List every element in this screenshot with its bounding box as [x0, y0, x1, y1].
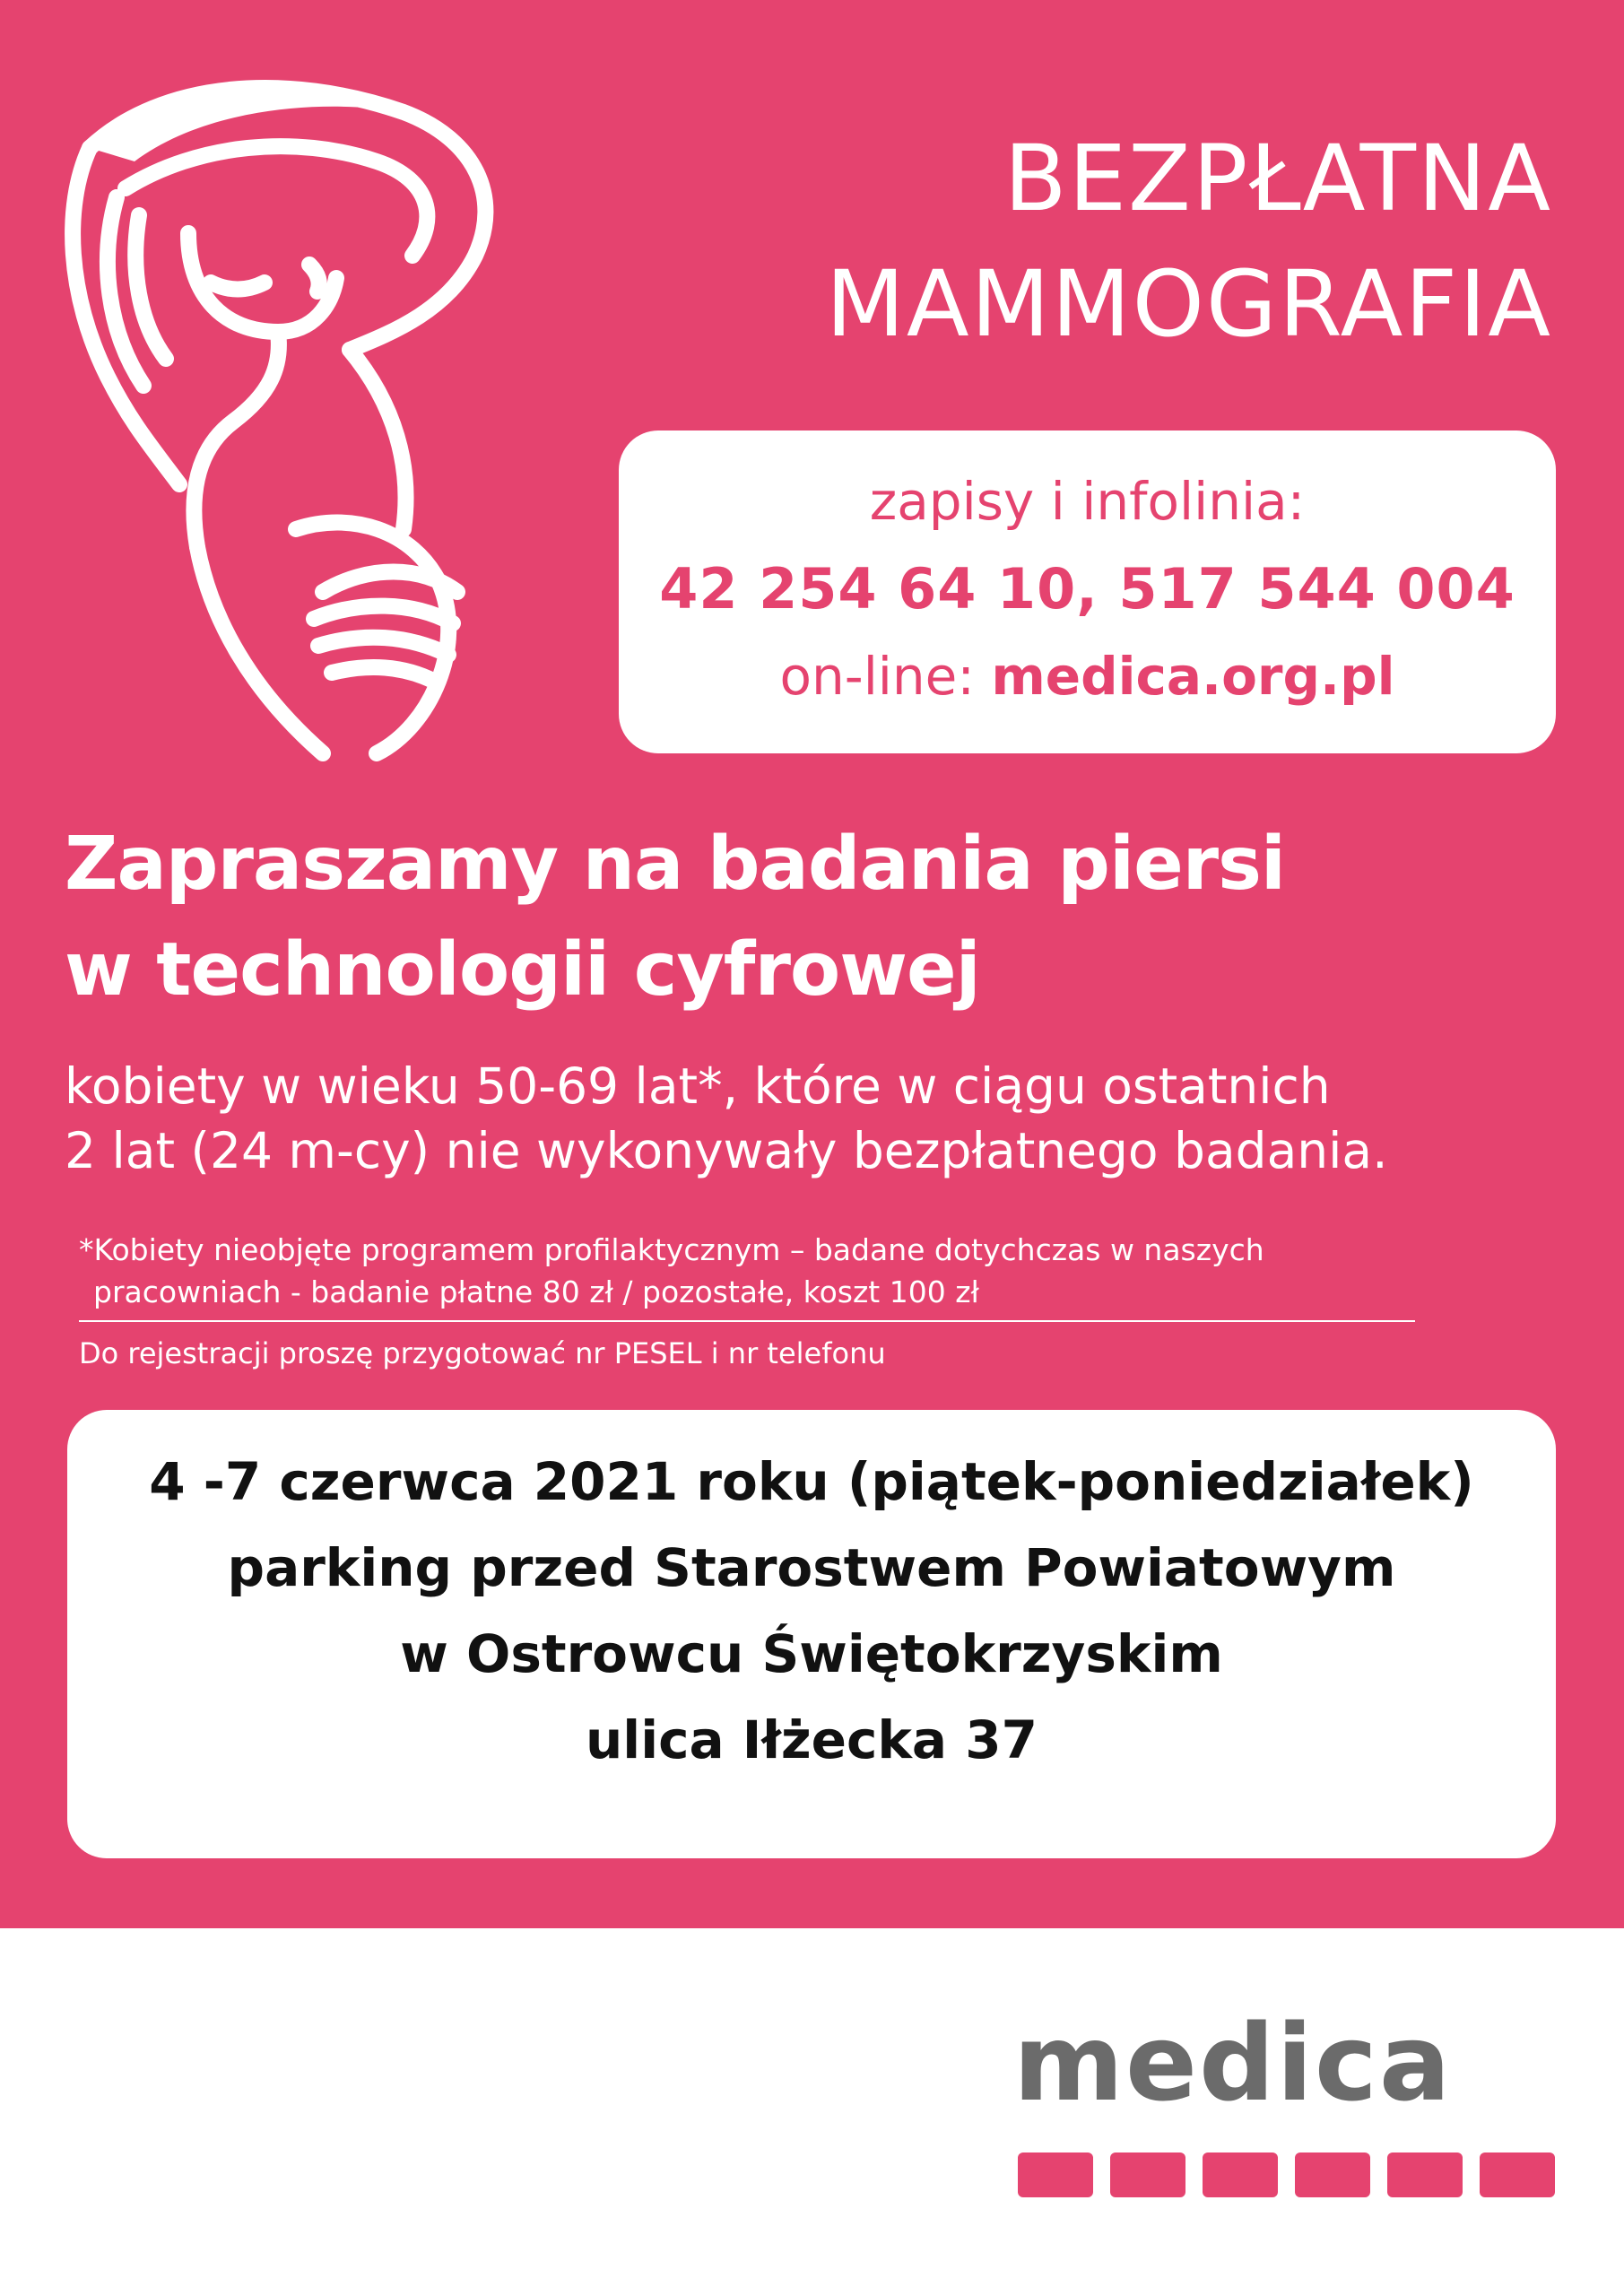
- event-city: w Ostrowcu Świętokrzyskim: [400, 1623, 1223, 1684]
- eligibility-text: [65, 1054, 1571, 1183]
- lead-line-2: w technologii cyfrowej: [65, 927, 980, 1013]
- online-prefix: on-line:: [779, 646, 992, 707]
- logo-bar: [1110, 2152, 1185, 2197]
- headline-line-2: MAMMOGRAFIA: [825, 251, 1552, 358]
- logo-bar: [1387, 2152, 1463, 2197]
- online-url-link[interactable]: medica.org.pl: [991, 646, 1395, 707]
- contact-box: [619, 430, 1556, 753]
- logo-bar: [1480, 2152, 1555, 2197]
- contact-online: [619, 646, 1556, 707]
- logo-bar: [1018, 2152, 1093, 2197]
- lead-line-1: Zapraszamy na badania piersi: [65, 822, 1286, 907]
- logo-bar: [1203, 2152, 1278, 2197]
- footnote-line-1: *Kobiety nieobjęte programem profilaktycznym – badane dotychczas w naszych: [79, 1232, 1264, 1267]
- eligibility-line-2: 2 lat (24 m-cy) nie wykonywały bezpłatnego badania.: [65, 1122, 1388, 1179]
- registration-note: Do rejestracji proszę przygotować nr PESEL i nr telefonu: [79, 1336, 886, 1370]
- eligibility-line-1: kobiety w wieku 50-69 lat*, które w ciągu ostatnich: [65, 1057, 1331, 1115]
- headline: [826, 117, 1552, 368]
- event-street: ulica Iłżecka 37: [586, 1709, 1038, 1770]
- event-place: parking przed Starostwem Powiatowym: [227, 1537, 1396, 1598]
- headline-line-1: BEZPŁATNA: [1003, 126, 1552, 232]
- footnote-line-2: pracowniach - badanie płatne 80 zł / pozostałe, koszt 100 zł: [93, 1274, 979, 1309]
- divider: [79, 1320, 1415, 1322]
- medica-logo-text: medica: [1013, 2001, 1453, 2125]
- event-date: 4 -7 czerwca 2021 roku (piątek-poniedziałek): [149, 1451, 1474, 1512]
- medica-logo-bars: [1018, 2152, 1556, 2197]
- woman-self-exam-illustration: [54, 63, 556, 762]
- footnote: [79, 1229, 1264, 1313]
- logo-bar: [1295, 2152, 1370, 2197]
- event-box: [67, 1410, 1556, 1858]
- contact-label: zapisy i infolinia:: [869, 471, 1306, 532]
- lead-text: [65, 812, 1571, 1023]
- contact-phones[interactable]: 42 254 64 10, 517 544 004: [659, 556, 1515, 622]
